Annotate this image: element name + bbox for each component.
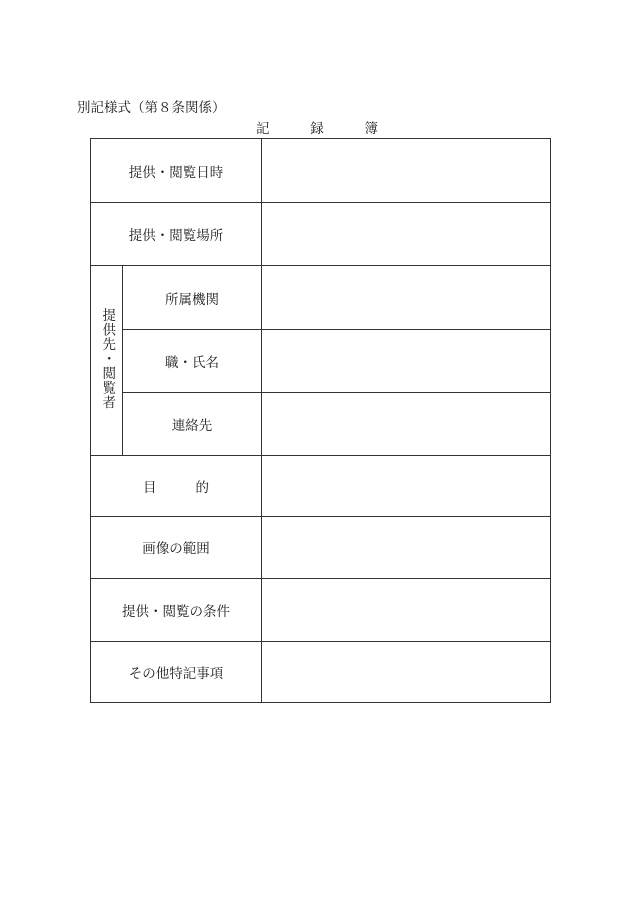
row-datetime [91,139,551,203]
label-purpose [91,455,262,516]
row-image-scope [91,516,551,578]
purpose-char-2: 的 [195,479,209,496]
label-contact: 連絡先 [123,393,262,455]
field-organization[interactable] [262,266,551,330]
title-char-1: 記 [256,121,270,137]
row-place [91,203,551,266]
field-datetime[interactable] [262,139,551,203]
form-style-label: 別記様式（第８条関係） [77,100,226,116]
field-image-scope[interactable] [262,516,551,578]
field-remarks[interactable] [262,641,551,702]
row-position-name [91,330,551,393]
recipient-group-cell [91,266,123,455]
label-image-scope: 画像の範囲 [91,516,262,578]
recipient-group-label: 提供先・閲覧者 [99,307,116,410]
row-organization [91,266,551,330]
field-place[interactable] [262,203,551,266]
label-position-name: 職・氏名 [123,330,262,393]
label-conditions: 提供・閲覧の条件 [91,578,262,641]
field-position-name[interactable] [262,330,551,393]
field-contact[interactable] [262,393,551,455]
label-remarks: その他特記事項 [91,641,262,702]
document-title [256,120,378,138]
label-organization: 所属機関 [123,266,262,330]
field-conditions[interactable] [262,578,551,641]
label-place: 提供・閲覧場所 [91,203,262,266]
title-char-3: 簿 [364,121,378,137]
row-remarks [91,641,551,702]
row-contact [91,393,551,455]
purpose-char-1: 目 [143,479,157,496]
record-register-table [90,138,551,703]
field-purpose[interactable] [262,455,551,516]
label-datetime: 提供・閲覧日時 [91,139,262,203]
title-char-2: 録 [310,121,324,137]
row-purpose [91,455,551,516]
row-conditions [91,578,551,641]
